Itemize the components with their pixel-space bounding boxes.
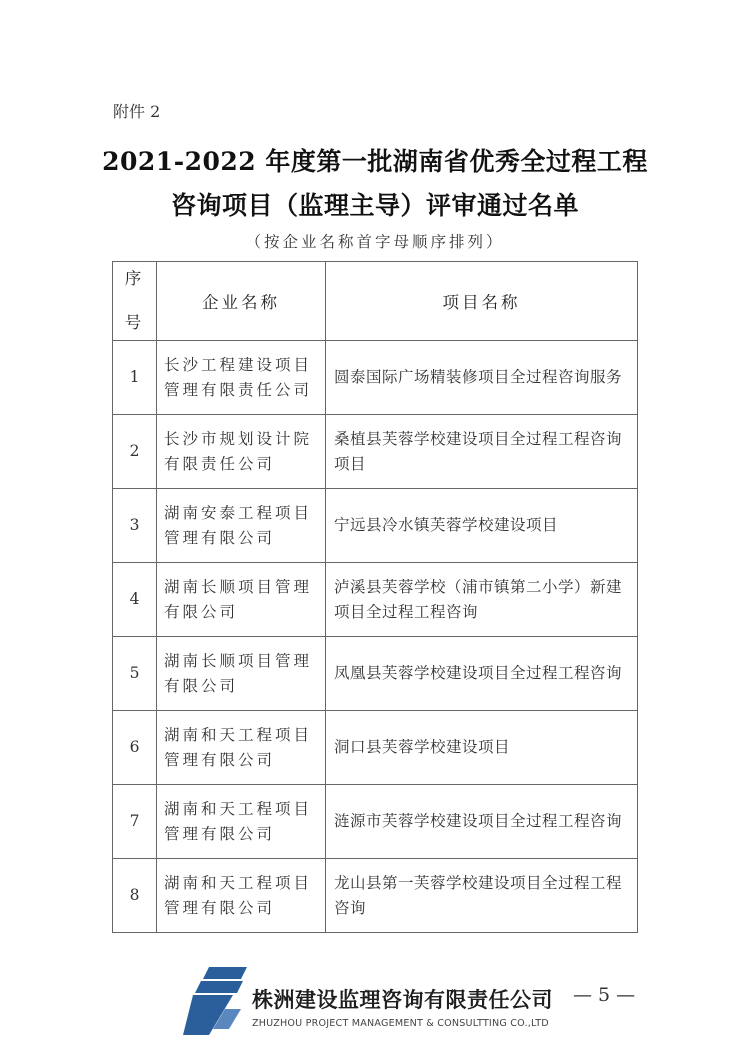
table-row	[113, 711, 638, 785]
row-company: 湖南和天工程项目管理有限公司	[157, 785, 326, 859]
header-seq-text: 序 号	[124, 269, 145, 332]
row-company: 湖南长顺项目管理有限公司	[157, 563, 326, 637]
row-project: 宁远县冷水镇芙蓉学校建设项目	[326, 489, 638, 563]
page-number: — 5 —	[573, 984, 636, 1006]
table-row	[113, 415, 638, 489]
row-company: 长沙工程建设项目管理有限责任公司	[157, 341, 326, 415]
table-row	[113, 563, 638, 637]
row-project: 泸溪县芙蓉学校（浦市镇第二小学）新建项目全过程工程咨询	[326, 563, 638, 637]
row-seq: 1	[113, 341, 157, 415]
table-header-row	[113, 262, 638, 341]
row-project: 涟源市芙蓉学校建设项目全过程工程咨询	[326, 785, 638, 859]
row-seq: 5	[113, 637, 157, 711]
row-company: 长沙市规划设计院有限责任公司	[157, 415, 326, 489]
row-project: 凤凰县芙蓉学校建设项目全过程工程咨询	[326, 637, 638, 711]
row-seq: 2	[113, 415, 157, 489]
company-name-cn: 株洲建设监理咨询有限责任公司	[252, 988, 553, 1012]
row-company: 湖南安泰工程项目管理有限公司	[157, 489, 326, 563]
table-row	[113, 489, 638, 563]
footer	[0, 960, 750, 1040]
table-row	[113, 341, 638, 415]
row-company: 湖南长顺项目管理有限公司	[157, 637, 326, 711]
header-project: 项目名称	[326, 262, 638, 341]
company-name-en: ZHUZHOU PROJECT MANAGEMENT & CONSULTTING CO.,LTD	[252, 1018, 549, 1029]
row-seq: 8	[113, 859, 157, 933]
row-seq: 7	[113, 785, 157, 859]
row-project: 洞口县芙蓉学校建设项目	[326, 711, 638, 785]
table-row	[113, 859, 638, 933]
table-row	[113, 637, 638, 711]
row-project: 桑植县芙蓉学校建设项目全过程工程咨询项目	[326, 415, 638, 489]
company-logo-icon	[183, 967, 249, 1035]
subtitle: （按企业名称首字母顺序排列）	[245, 233, 505, 251]
table-row	[113, 785, 638, 859]
header-company: 企业名称	[157, 262, 326, 341]
row-company: 湖南和天工程项目管理有限公司	[157, 711, 326, 785]
header-seq	[113, 262, 157, 341]
row-company: 湖南和天工程项目管理有限公司	[157, 859, 326, 933]
row-project: 龙山县第一芙蓉学校建设项目全过程工程咨询	[326, 859, 638, 933]
row-seq: 3	[113, 489, 157, 563]
title-line-1: 2021-2022 年度第一批湖南省优秀全过程工程	[102, 147, 648, 176]
row-project: 圆泰国际广场精装修项目全过程咨询服务	[326, 341, 638, 415]
row-seq: 4	[113, 563, 157, 637]
row-seq: 6	[113, 711, 157, 785]
award-list-table	[112, 261, 638, 933]
title-line-2: 咨询项目（监理主导）评审通过名单	[170, 191, 579, 220]
attachment-label: 附件 2	[113, 102, 161, 121]
